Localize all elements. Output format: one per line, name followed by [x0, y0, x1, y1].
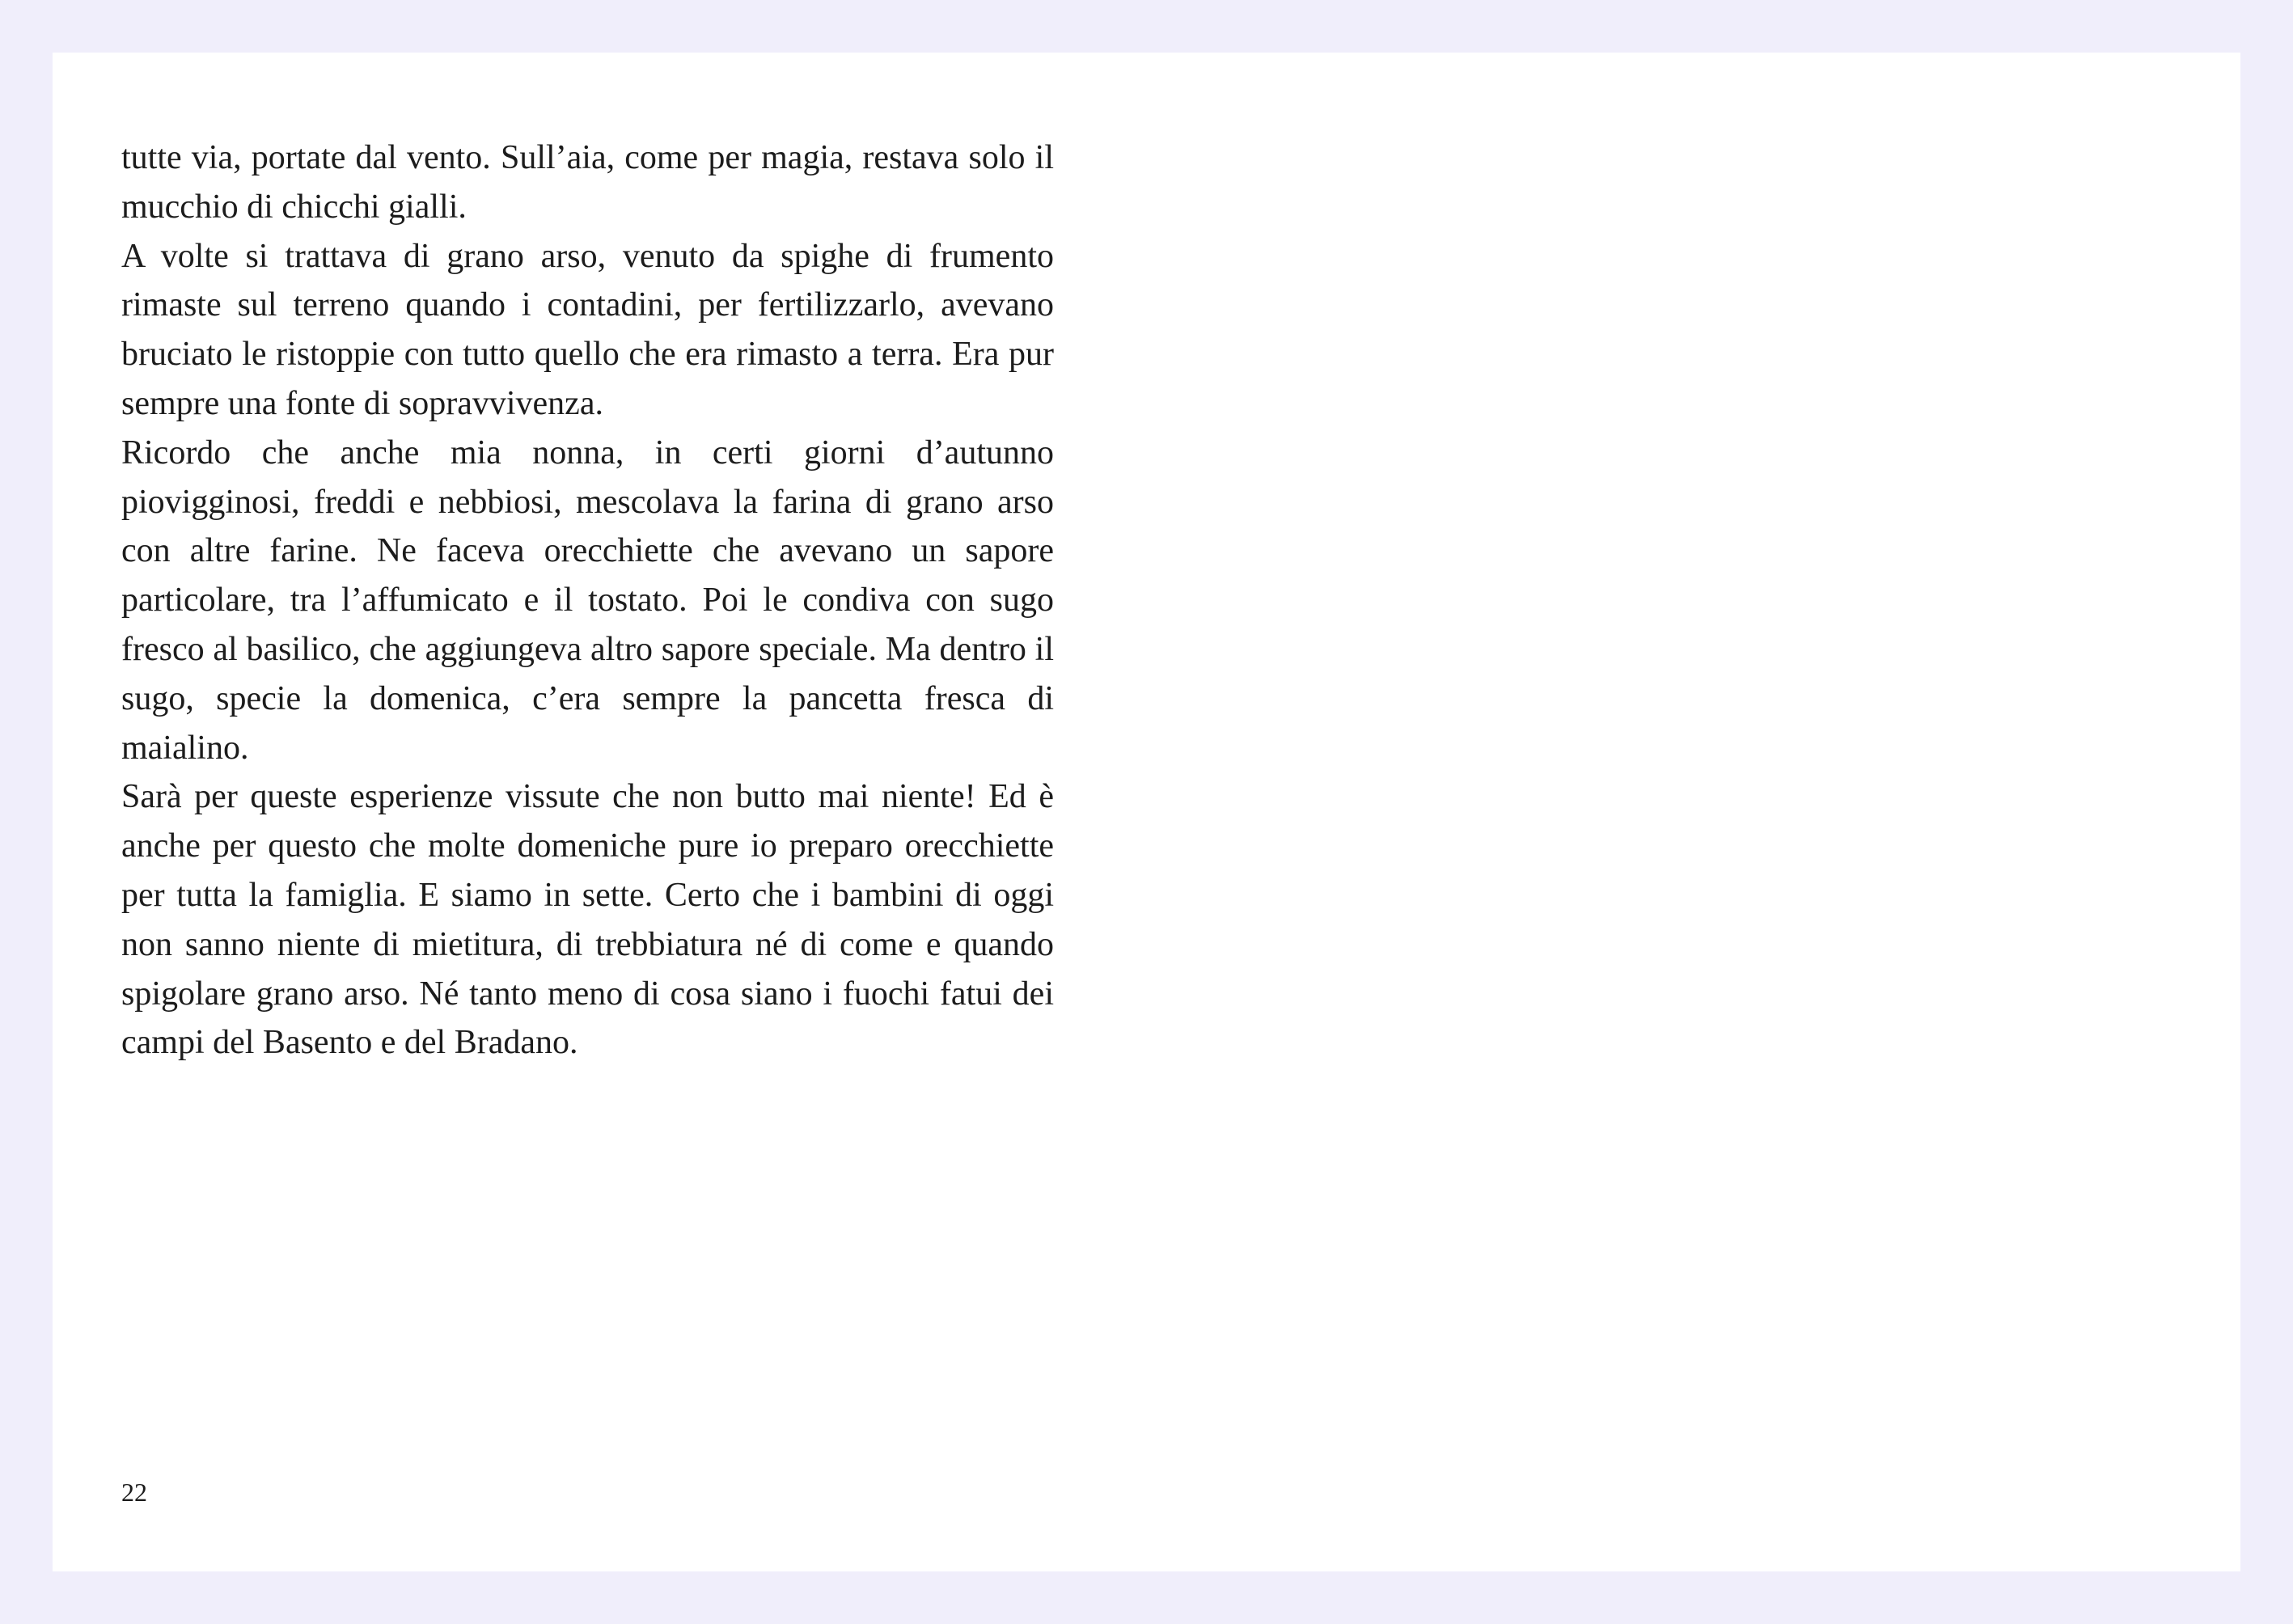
paragraph: Sarà per queste esperienze vissute che non butto mai niente! Ed è anche per questo che molte domeniche pure io preparo orecchiette per tutta la famiglia. E siamo in sette. Certo che i bambini di oggi non sanno niente di mietitura, di trebbiatura né di come e quando spigolare grano arso. Né tanto meno di cosa siano i fuochi fatui dei campi del Basento e del Bradano. [121, 778, 1054, 1062]
book-page [53, 53, 2240, 1571]
paragraph: A volte si trattava di grano arso, venuto da spighe di frumento rimaste sul terreno quando i contadini, per fertilizzarlo, avevano bruciato le ristoppie con tutto quello che era rimasto a terra. Era pur sempre una fonte di sopravvivenza. [121, 237, 1054, 422]
page-number: 22 [121, 1478, 147, 1507]
paragraph: tutte via, portate dal vento. Sull’aia, come per magia, restava solo il mucchio di chicchi gialli. [121, 139, 1054, 226]
paragraph: Ricordo che anche mia nonna, in certi giorni d’autunno piovigginosi, freddi e nebbiosi, mescolava la farina di grano arso con altre farine. Ne faceva orecchiette che avevano un sapore particolare, tra l’affumicato e il tostato. Poi le condiva con sugo fresco al basilico, che aggiungeva altro sapore speciale. Ma dentro il sugo, specie la domenica, c’era sempre la pancetta fresca di maialino. [121, 433, 1054, 767]
body-text [121, 133, 1054, 1068]
